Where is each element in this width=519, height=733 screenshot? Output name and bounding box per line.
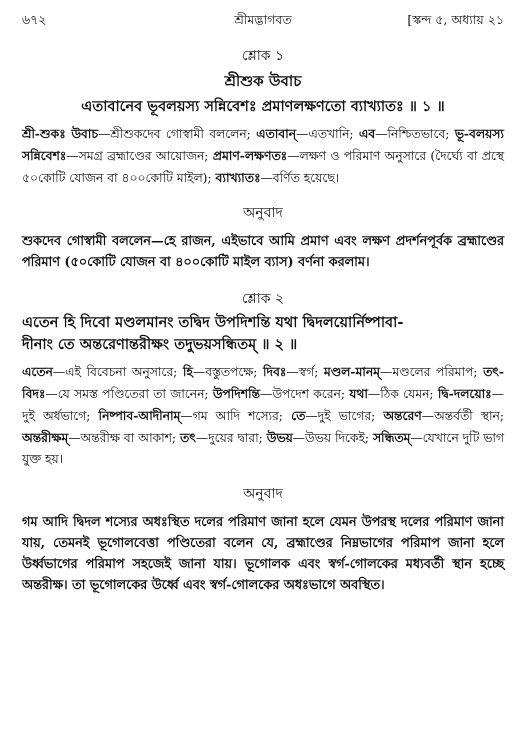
synonym-word: যথা xyxy=(349,386,368,401)
synonym-meaning: —স্বর্গ; xyxy=(286,365,324,379)
synonym-word: দিবঃ xyxy=(262,364,287,379)
synonym-meaning: —লক্ষণ ও পরিমাণ অনুসারে (দৈর্ঘ্যে বা প্রস্থে ৫০কোটি যোজন বা ৪০০কোটি মাইল); xyxy=(22,149,504,185)
synonym-meaning: —যে সমস্ত পণ্ডিতেরা তা জানেন; xyxy=(45,387,213,401)
synonym-meaning: —সমগ্র ব্রহ্মাণ্ডের আয়োজন; xyxy=(66,149,213,163)
verse-1-speaker: শ্রীশুক উবাচ xyxy=(224,72,302,90)
synonym-meaning: —বস্তুতপক্ষে; xyxy=(192,365,263,379)
book-title: শ্রীমদ্ভাগবত xyxy=(234,12,292,27)
verse-1-translation: শুকদেব গোস্বামী বললেন—হে রাজন, এইভাবে আমি প্রমাণ এবং লক্ষণ প্রদর্শনপূর্বক ব্রহ্মাণ্ডের পরিমাণ (৫০কোটি যোজন বা ৪০০কোটি মাইল ব্যাস) বর্ণনা করলাম। xyxy=(22,234,504,270)
synonym-meaning: —দুয়ের দ্বারা; xyxy=(195,431,267,445)
synonym-meaning: —উভয় দিকেই; xyxy=(292,431,373,445)
synonym-meaning: —নিশ্চিতভাবে; xyxy=(375,127,455,141)
synonym-word: তৎ xyxy=(180,430,196,445)
synonym-meaning: —অন্তরীক্ষ বা আকাশ; xyxy=(68,431,180,445)
verse-2-translation-heading: অনুবাদ xyxy=(243,486,283,502)
synonym-meaning: —উপদেশ করেন; xyxy=(260,387,350,401)
chapter-reference: [স্কন্দ ৫, অধ্যায় ২১ xyxy=(407,12,504,27)
verse-2-heading: শ্লোক ২ xyxy=(241,291,285,307)
verse-2-text-line-2: দীনাং তে অন্তরেণান্তরীক্ষং তদুভয়সন্ধিতম্ ॥ ২ ॥ xyxy=(22,336,298,353)
verse-1-heading: শ্লোক ১ xyxy=(241,48,285,64)
synonym-word: প্রমাণ-লক্ষণতঃ xyxy=(212,148,288,163)
synonym-meaning: —বর্ণিত হয়েছে। xyxy=(260,171,340,185)
synonym-meaning: —অন্তর্বর্তী স্থান; xyxy=(421,409,505,423)
synonym-word: উভয় xyxy=(266,430,293,445)
synonym-word: সন্ধিতম্ xyxy=(372,430,411,445)
synonym-word: হি xyxy=(182,364,193,379)
verse-1-text: এতাবানেব ভূবলয়স্য সন্নিবেশঃ প্রমাণলক্ষণতো ব্যাখ্যাতঃ ॥ ১ ॥ xyxy=(81,98,445,115)
synonym-word: অন্তরেণ xyxy=(383,408,422,423)
synonym-meaning: —গম আদি শস্যের; xyxy=(180,409,292,423)
page-header xyxy=(22,12,504,36)
synonym-meaning: —ঠিক যেমন; xyxy=(367,387,438,401)
synonym-word: উপদিশন্তি xyxy=(212,386,261,401)
synonym-meaning: —শ্রীশুকদেব গোস্বামী বললেন; xyxy=(97,127,257,141)
book-page xyxy=(22,12,504,596)
synonym-word: ভূ-বলয়স্য সন্নিবেশঃ xyxy=(22,126,504,163)
verse-1-synonyms xyxy=(22,123,504,189)
synonym-meaning: —মণ্ডলের পরিমাপ; xyxy=(380,365,484,379)
synonym-word: এতেন xyxy=(22,364,53,379)
synonym-meaning: —এই বিবেচনা অনুসারে; xyxy=(52,365,183,379)
verse-1-translation-heading: অনুবাদ xyxy=(243,205,283,221)
synonym-word: তে xyxy=(291,408,306,423)
synonym-word: তৎ-বিদঃ xyxy=(22,364,504,401)
synonym-word: এতাবান্ xyxy=(256,126,297,141)
synonym-meaning: —দুই অর্ধভাগে; xyxy=(22,387,504,423)
synonym-word: এব xyxy=(358,126,376,141)
verse-2-text-line-1: এতেন হি দিবো মণ্ডলমানং তদ্বিদ উপদিশন্তি যথা দ্বিদলয়োর্নিষ্পাবা- xyxy=(22,314,404,331)
synonym-meaning: —এতখানি; xyxy=(296,127,359,141)
synonym-word: মণ্ডল-মানম্ xyxy=(323,364,381,379)
synonym-word: দ্বি-দলয়োঃ xyxy=(437,386,492,401)
verse-2-synonyms xyxy=(22,361,504,470)
synonym-word: নিষ্পাব-আদীনাম্ xyxy=(98,408,181,423)
synonym-word: ব্যাখ্যাতঃ xyxy=(215,170,261,185)
synonym-meaning: —যেখানে দুটি ভাগ যুক্ত হয়। xyxy=(22,431,504,466)
synonym-meaning: —দুই ভাগের; xyxy=(305,409,384,423)
page-number: ৬৭২ xyxy=(22,12,47,27)
synonym-word: শ্রী-শুকঃ উবাচ xyxy=(22,126,98,141)
verse-2-translation: গম আদি দ্বিদল শস্যের অধঃস্থিত দলের পরিমাণ জানা হলে যেমন উপরস্থ দলের পরিমাণ জানা যায়, তেমনই ভূগোলবেত্তা পণ্ডিতেরা বলেন যে, ব্রহ্মাণ্ডের নিম্নভাগের পরিমাপ জানা হলে উর্ধ্বভাগের পরিমাপ সহজেই জানা যায়। ভূগোলক এবং স্বর্গ-গোলকের মধ্যবর্তী স্থান হচ্ছে অন্তরীক্ষ। তা ভূগোলকের উর্ধ্বে এবং স্বর্গ-গোলকের অধঃভাগে অবস্থিত। xyxy=(22,515,504,593)
synonym-word: অন্তরীক্ষম্ xyxy=(22,430,69,445)
